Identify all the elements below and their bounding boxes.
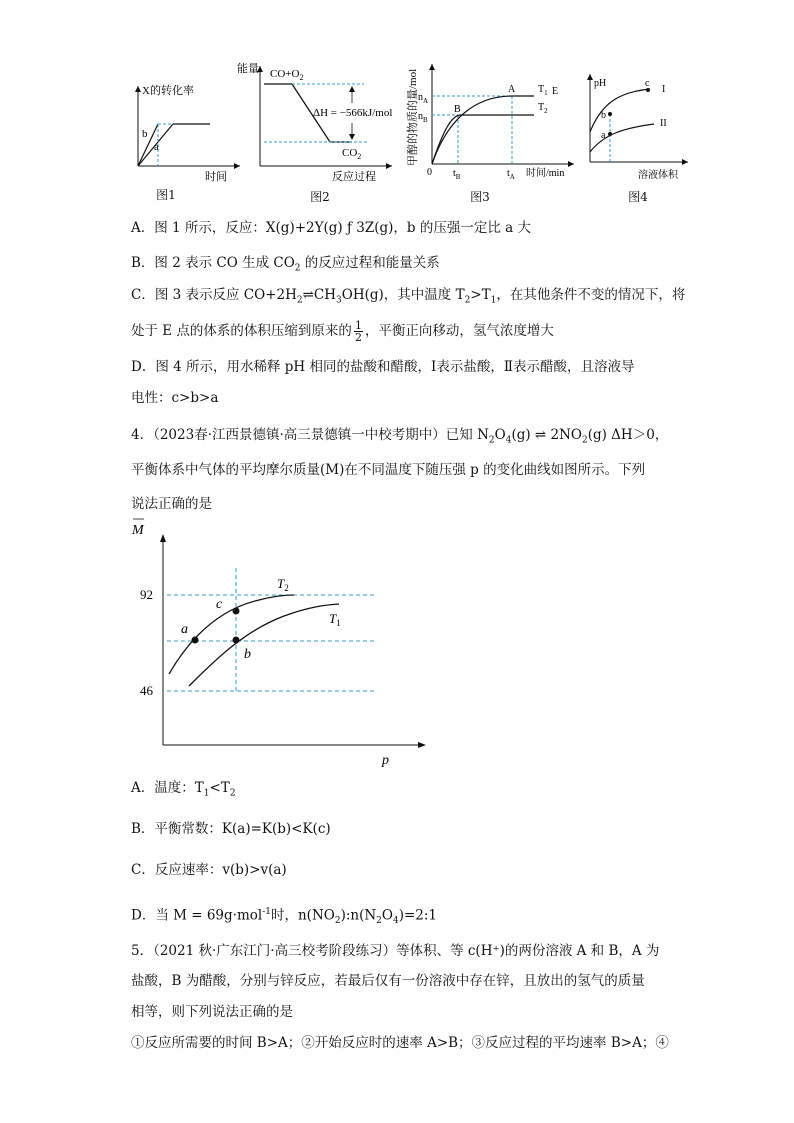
q4-chart-svg [124,516,444,768]
fig3-caption: 图3 [470,190,490,204]
figure-1-plot [128,64,248,184]
fig3-tA: $t_A$ [507,168,515,181]
fig3-point-A: A [508,84,516,95]
fig1-curve-a: a [154,141,159,153]
q3-option-d-line1: D．图 4 所示，用水稀释 pH 相同的盐酸和醋酸，Ⅰ表示盐酸，Ⅱ表示醋酸，且溶液导 [131,359,635,375]
fig2-caption: 图2 [310,190,330,204]
q4-label-T2: $T_2$ [277,576,289,593]
q4-chart [124,516,444,768]
fig4-II: II [660,118,667,129]
q4-option-a: A．温度：$T_1<T_2$ [131,780,236,799]
fig2-top-label: $CO+O_2$ [270,68,304,82]
q4-option-c: C．反应速率：v(b)>v(a) [131,862,287,878]
fig1-xlabel: 时间 [205,171,227,183]
q3-option-a: A．图 1 所示，反应：X(g)+2Y(g) ƒ 3Z(g)，b 的压强一定比 a 大 [131,220,531,236]
fig4-I: I [662,84,666,95]
fig2-dh: ΔH = −566kJ/mol [313,107,393,119]
figure-1 [128,64,248,202]
q3-option-c-line1: C．图 3 表示反应 $CO+2H_2\rightleftharpoons CH_3OH(g)$，其中温度 $T_2>T_1$，在其他条件不变的情况下，将 [131,287,686,306]
q4-y-arrow [160,534,166,542]
fig1-ylabel: X的转化率 [142,85,194,97]
q4-curve-T1 [189,604,339,686]
fig3-T2: $T_2$ [538,102,548,115]
figure-4-plot [580,62,690,190]
fig3-nA: $n_A$ [418,92,429,105]
fig2-ylabel: 能量 [237,63,259,75]
figure-3-plot [404,58,584,188]
figure-3 [404,58,584,204]
q4-point-b [233,637,240,644]
fig3-T1: $T_1$ [538,84,548,97]
q4-point-c [233,608,240,615]
q3-option-d-line2: 电性：c>b>a [131,390,219,406]
fig4-caption: 图4 [628,190,648,204]
q4-stem-line1: 4．（2023春·江西景德镇·高三景德镇一中校考期中）已知 $N_2O_4(g)$ ⇌ $2NO_2(g)$ ΔH＞0， [131,427,669,446]
fig3-nB: $n_B$ [418,111,428,124]
q4-x-arrow [418,742,426,748]
q5-stem-line4: ①反应所需要的时间 B>A；②开始反应时的速率 A>B；③反应过程的平均速率 B>A；④ [131,1035,669,1051]
q5-stem-line1: 5．（2021 秋·广东江门·高三校考阶段练习）等体积、等 c(H⁺)的两份溶液 A 和 B，A 为 [131,943,660,959]
fig3-tB: $t_B$ [453,168,461,181]
q4-ylabel: M [132,523,144,538]
q4-label-T1: $T_1$ [329,611,341,628]
q4-label-a: a [181,622,188,637]
q4-point-a [192,637,199,644]
q3-option-c-line2: 处于 E 点的体系的体积压缩到原来的 $\frac{1}{2}$ ，平衡正向移动，氢气浓度增大 [131,319,554,344]
fig4-ylabel: pH [594,78,607,89]
q4-option-d: D．当 M = 69g·mol$^{-1}$时，$n(NO_2):n(N_2O_4)=2:1$ [131,907,438,927]
fig1-curve-b: b [142,128,148,140]
fig1-caption: 图1 [156,188,176,202]
fig3-origin: 0 [427,167,432,178]
q4-label-c: c [216,597,223,612]
q4-xlabel: p [382,753,389,768]
fig2-bottom-label: $CO_2$ [342,147,362,161]
fig4-b: b [601,110,606,121]
fig4-xlabel: 溶液体积 [638,170,678,181]
figure-2 [234,58,414,204]
q5-stem-line2: 盐酸，B 为醋酸，分别与锌反应，若最后仅有一份溶液中存在锌，且放出的氢气的质量 [131,973,645,989]
fig3-xlabel: 时间/min [526,168,565,179]
q4-stem-line2: 平衡体系中气体的平均摩尔质量(M)在不同温度下随压强 p 的变化曲线如图所示。下列 [131,462,646,478]
q4-ytick-92: 92 [140,587,153,602]
figure-2-plot [234,58,414,188]
q4-option-b: B．平衡常数：K(a)=K(b)<K(c) [131,821,331,837]
fig4-c: c [645,78,650,89]
q4-ytick-46: 46 [140,683,153,698]
fig3-ylabel: 甲醇的物质的量/mol [407,68,419,166]
figure-4 [580,62,690,202]
q3-option-b: B．图 2 表示 CO 生成 $CO_2$ 的反应过程和能量关系 [131,255,440,274]
q4-label-b: b [244,647,251,662]
fig2-xlabel: 反应过程 [332,171,376,183]
fig4-a: a [601,130,606,141]
q4-stem-line3: 说法正确的是 [131,496,212,512]
q5-stem-line3: 相等，则下列说法正确的是 [131,1004,293,1020]
fig3-E: E [552,86,559,97]
fig3-point-B: B [454,104,461,115]
